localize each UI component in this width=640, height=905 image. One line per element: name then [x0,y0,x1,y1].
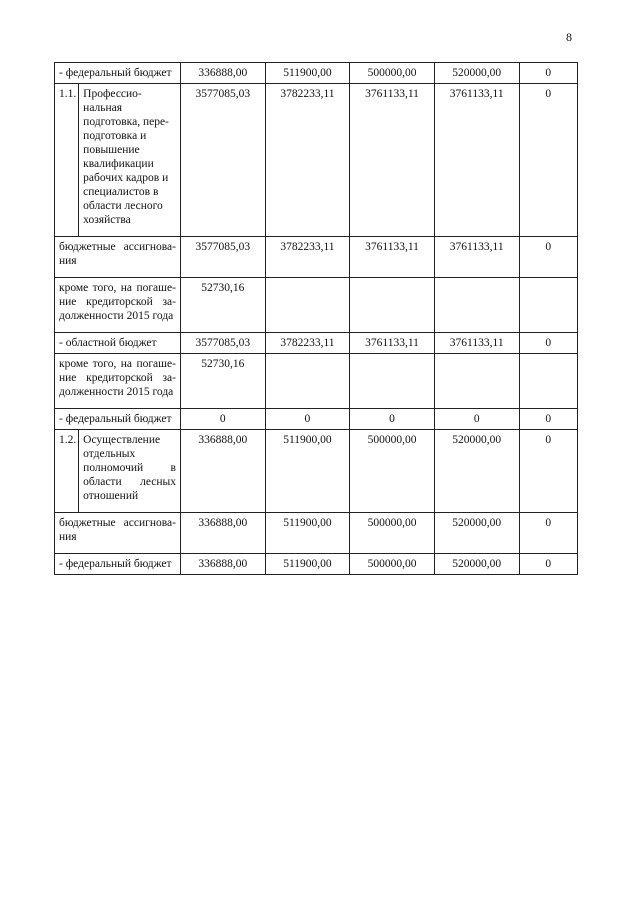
value-2018 [350,278,435,333]
value-2017: 511900,00 [265,554,350,575]
value-2016: 52730,16 [180,278,265,333]
row-label: - федеральный бюджет [55,63,181,84]
value-2016: 52730,16 [180,354,265,409]
value-2018 [350,354,435,409]
value-2018: 3761133,11 [350,84,435,237]
value-2019: 3761133,11 [434,237,519,278]
value-2019 [434,278,519,333]
table-row [55,354,578,409]
value-2016: 336888,00 [180,430,265,513]
value-2020: 0 [519,333,577,354]
value-2020: 0 [519,554,577,575]
item-code: 1.2. [55,430,79,513]
page-number: 8 [566,30,572,44]
value-2020: 0 [519,63,577,84]
value-2020: 0 [519,513,577,554]
row-label: - областной бюджет [55,333,181,354]
value-2019: 0 [434,409,519,430]
value-2019: 520000,00 [434,554,519,575]
value-2018: 500000,00 [350,554,435,575]
value-2016: 336888,00 [180,513,265,554]
value-2019 [434,354,519,409]
table-row [55,84,578,237]
row-label: бюджетные ассигнова-ния [55,237,181,278]
value-2019: 520000,00 [434,63,519,84]
value-2020: 0 [519,84,577,237]
table-row [55,409,578,430]
item-name: Осуществление отдельных полномочий в области лесных отношений [79,430,181,513]
value-2016: 336888,00 [180,63,265,84]
value-2020: 0 [519,237,577,278]
budget-table [54,62,578,575]
row-label: кроме того, на погаше-ние кредиторской за-долженности 2015 года [55,354,181,409]
value-2019: 520000,00 [434,513,519,554]
item-code: 1.1. [55,84,79,237]
value-2016: 3577085,03 [180,237,265,278]
value-2017: 3782233,11 [265,84,350,237]
value-2018: 0 [350,409,435,430]
value-2019: 3761133,11 [434,333,519,354]
table-row [55,278,578,333]
table-row [55,554,578,575]
value-2018: 3761133,11 [350,237,435,278]
value-2017 [265,278,350,333]
value-2018: 500000,00 [350,513,435,554]
value-2016: 3577085,03 [180,84,265,237]
value-2016: 0 [180,409,265,430]
value-2020 [519,354,577,409]
table-row [55,430,578,513]
value-2018: 500000,00 [350,63,435,84]
value-2017: 3782233,11 [265,333,350,354]
value-2017: 0 [265,409,350,430]
item-name: Профессио-нальная подготовка, пере-подготовка и повышение квалификации рабочих кадров и специалистов в области лесного хозяйства [79,84,181,237]
value-2017 [265,354,350,409]
value-2020: 0 [519,430,577,513]
row-label: бюджетные ассигнова-ния [55,513,181,554]
value-2017: 3782233,11 [265,237,350,278]
value-2018: 3761133,11 [350,333,435,354]
value-2019: 520000,00 [434,430,519,513]
value-2018: 500000,00 [350,430,435,513]
value-2017: 511900,00 [265,63,350,84]
value-2020: 0 [519,409,577,430]
value-2016: 3577085,03 [180,333,265,354]
value-2019: 3761133,11 [434,84,519,237]
table-row [55,237,578,278]
table-row [55,513,578,554]
value-2017: 511900,00 [265,430,350,513]
value-2016: 336888,00 [180,554,265,575]
table-row [55,63,578,84]
table-row [55,333,578,354]
row-label: - федеральный бюджет [55,554,181,575]
row-label: - федеральный бюджет [55,409,181,430]
value-2017: 511900,00 [265,513,350,554]
row-label: кроме того, на погаше-ние кредиторской за-долженности 2015 года [55,278,181,333]
value-2020 [519,278,577,333]
